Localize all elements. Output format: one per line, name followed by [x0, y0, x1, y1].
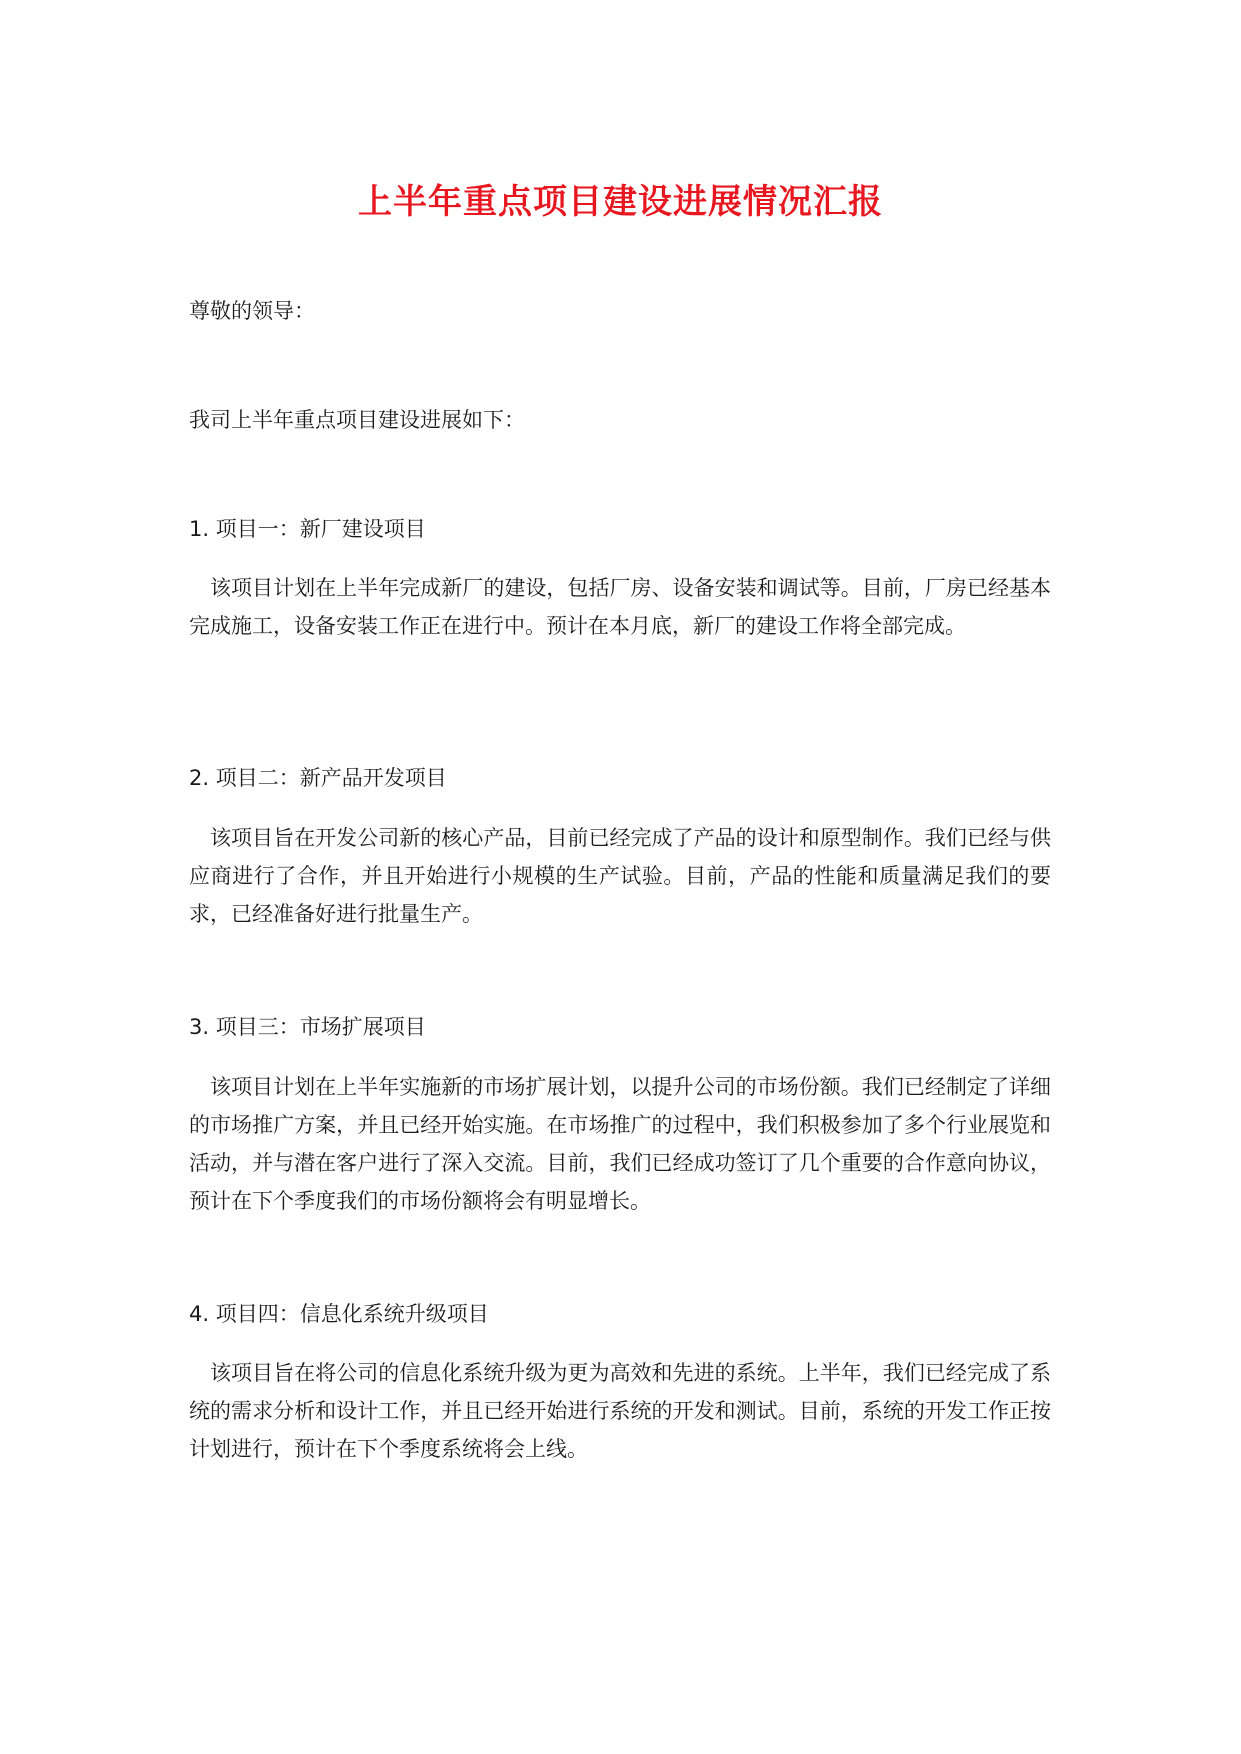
section-body: 该项目计划在上半年实施新的市场扩展计划，以提升公司的市场份额。我们已经制定了详细的市场推广方案，并且已经开始实施。在市场推广的过程中，我们积极参加了多个行业展览和活动，并与潜在客户进行了深入交流。目前，我们已经成功签订了几个重要的合作意向协议，预计在下个季度我们的市场份额将会有明显增长。 — [189, 1075, 1051, 1213]
section-body: 该项目旨在将公司的信息化系统升级为更为高效和先进的系统。上半年，我们已经完成了系统的需求分析和设计工作，并且已经开始进行系统的开发和测试。目前，系统的开发工作正按计划进行，预计在下个季度系统将会上线。 — [189, 1361, 1051, 1461]
section-body: 该项目计划在上半年完成新厂的建设，包括厂房、设备安装和调试等。目前，厂房已经基本完成施工，设备安装工作正在进行中。预计在本月底，新厂的建设工作将全部完成。 — [189, 576, 1051, 638]
section-heading: 3. 项目三：市场扩展项目 — [189, 1015, 426, 1039]
section-body: 该项目旨在开发公司新的核心产品，目前已经完成了产品的设计和原型制作。我们已经与供应商进行了合作，并且开始进行小规模的生产试验。目前，产品的性能和质量满足我们的要求，已经准备好进行批量生产。 — [189, 826, 1051, 926]
section-heading: 2. 项目二：新产品开发项目 — [189, 766, 447, 790]
document-title: 上半年重点项目建设进展情况汇报 — [358, 182, 883, 222]
section-heading: 1. 项目一：新厂建设项目 — [189, 517, 426, 541]
intro-text: 我司上半年重点项目建设进展如下： — [189, 408, 525, 432]
section-heading: 4. 项目四：信息化系统升级项目 — [189, 1302, 489, 1326]
salutation: 尊敬的领导： — [189, 299, 315, 323]
